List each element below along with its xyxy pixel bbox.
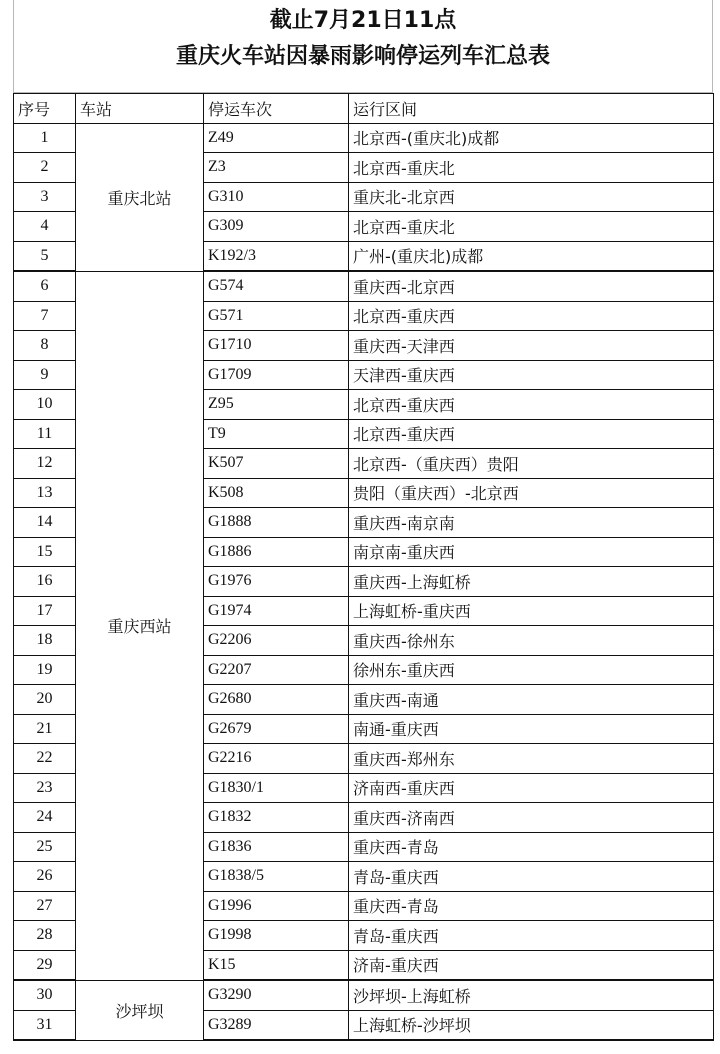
row-number: 30 bbox=[14, 980, 76, 1010]
route-section: 上海虹桥-沙坪坝 bbox=[349, 1010, 714, 1040]
table-header-row bbox=[14, 94, 714, 124]
train-number: G1996 bbox=[204, 891, 349, 921]
station-name: 沙坪坝 bbox=[76, 980, 204, 1040]
route-section: 重庆西-北京西 bbox=[349, 271, 714, 301]
row-number: 1 bbox=[14, 123, 76, 153]
station-name: 重庆北站 bbox=[76, 123, 204, 271]
route-section: 济南西-重庆西 bbox=[349, 773, 714, 803]
route-section: 贵阳（重庆西）-北京西 bbox=[349, 478, 714, 508]
route-section: 重庆西-上海虹桥 bbox=[349, 567, 714, 597]
train-number: G3290 bbox=[204, 980, 349, 1010]
page-title: 重庆火车站因暴雨影响停运列车汇总表 bbox=[175, 44, 550, 69]
train-number: G1836 bbox=[204, 832, 349, 862]
route-section: 徐州东-重庆西 bbox=[349, 655, 714, 685]
station-name: 重庆西站 bbox=[76, 271, 204, 980]
row-number: 19 bbox=[14, 655, 76, 685]
row-number: 9 bbox=[14, 360, 76, 390]
train-number: G1886 bbox=[204, 537, 349, 567]
column-header-route: 运行区间 bbox=[349, 94, 714, 124]
route-section: 南通-重庆西 bbox=[349, 714, 714, 744]
row-number: 2 bbox=[14, 153, 76, 183]
train-number: G1888 bbox=[204, 508, 349, 538]
row-number: 18 bbox=[14, 626, 76, 656]
route-section: 重庆西-郑州东 bbox=[349, 744, 714, 774]
route-section: 南京南-重庆西 bbox=[349, 537, 714, 567]
row-number: 12 bbox=[14, 449, 76, 479]
row-number: 22 bbox=[14, 744, 76, 774]
column-header-train: 停运车次 bbox=[204, 94, 349, 124]
route-section: 重庆北-北京西 bbox=[349, 182, 714, 212]
suspended-trains-table bbox=[13, 93, 714, 1041]
train-number: G2216 bbox=[204, 744, 349, 774]
row-number: 31 bbox=[14, 1010, 76, 1040]
table-row bbox=[14, 123, 714, 153]
row-number: 28 bbox=[14, 921, 76, 951]
train-number: K508 bbox=[204, 478, 349, 508]
route-section: 北京西-重庆北 bbox=[349, 212, 714, 242]
train-number: Z95 bbox=[204, 390, 349, 420]
route-section: 天津西-重庆西 bbox=[349, 360, 714, 390]
row-number: 20 bbox=[14, 685, 76, 715]
row-number: 14 bbox=[14, 508, 76, 538]
train-number: K15 bbox=[204, 950, 349, 980]
train-number: G1838/5 bbox=[204, 862, 349, 892]
route-section: 青岛-重庆西 bbox=[349, 921, 714, 951]
route-section: 重庆西-南京南 bbox=[349, 508, 714, 538]
route-section: 重庆西-徐州东 bbox=[349, 626, 714, 656]
table-row bbox=[14, 271, 714, 301]
route-section: 重庆西-南通 bbox=[349, 685, 714, 715]
route-section: 重庆西-济南西 bbox=[349, 803, 714, 833]
train-number: G571 bbox=[204, 301, 349, 331]
row-number: 27 bbox=[14, 891, 76, 921]
route-section: 济南-重庆西 bbox=[349, 950, 714, 980]
row-number: 23 bbox=[14, 773, 76, 803]
train-number: G1974 bbox=[204, 596, 349, 626]
train-number: G574 bbox=[204, 271, 349, 301]
row-number: 24 bbox=[14, 803, 76, 833]
train-number: G1998 bbox=[204, 921, 349, 951]
title-block bbox=[13, 0, 713, 93]
row-number: 29 bbox=[14, 950, 76, 980]
document-frame bbox=[13, 0, 713, 1040]
row-number: 5 bbox=[14, 241, 76, 271]
row-number: 11 bbox=[14, 419, 76, 449]
train-number: G3289 bbox=[204, 1010, 349, 1040]
train-number: G2206 bbox=[204, 626, 349, 656]
route-section: 重庆西-青岛 bbox=[349, 891, 714, 921]
route-section: 北京西-(重庆北)成都 bbox=[349, 123, 714, 153]
train-number: G1830/1 bbox=[204, 773, 349, 803]
train-number: G1709 bbox=[204, 360, 349, 390]
route-section: 上海虹桥-重庆西 bbox=[349, 596, 714, 626]
row-number: 3 bbox=[14, 182, 76, 212]
train-number: G309 bbox=[204, 212, 349, 242]
route-section: 青岛-重庆西 bbox=[349, 862, 714, 892]
train-number: T9 bbox=[204, 419, 349, 449]
row-number: 15 bbox=[14, 537, 76, 567]
train-number: G310 bbox=[204, 182, 349, 212]
route-section: 北京西-重庆西 bbox=[349, 301, 714, 331]
row-number: 6 bbox=[14, 271, 76, 301]
row-number: 4 bbox=[14, 212, 76, 242]
table-body bbox=[14, 123, 714, 1040]
route-section: 重庆西-天津西 bbox=[349, 331, 714, 361]
table-row bbox=[14, 980, 714, 1010]
train-number: G2680 bbox=[204, 685, 349, 715]
train-number: K192/3 bbox=[204, 241, 349, 271]
route-section: 北京西-重庆西 bbox=[349, 390, 714, 420]
title-date-line: 截止7月21日11点 bbox=[269, 8, 457, 33]
row-number: 8 bbox=[14, 331, 76, 361]
row-number: 26 bbox=[14, 862, 76, 892]
row-number: 17 bbox=[14, 596, 76, 626]
row-number: 25 bbox=[14, 832, 76, 862]
column-header-station: 车站 bbox=[76, 94, 204, 124]
train-number: G2679 bbox=[204, 714, 349, 744]
train-number: Z3 bbox=[204, 153, 349, 183]
train-number: G2207 bbox=[204, 655, 349, 685]
column-header-no: 序号 bbox=[14, 94, 76, 124]
route-section: 北京西-重庆北 bbox=[349, 153, 714, 183]
train-number: Z49 bbox=[204, 123, 349, 153]
route-section: 北京西-（重庆西）贵阳 bbox=[349, 449, 714, 479]
row-number: 13 bbox=[14, 478, 76, 508]
train-number: G1976 bbox=[204, 567, 349, 597]
route-section: 广州-(重庆北)成都 bbox=[349, 241, 714, 271]
train-number: G1710 bbox=[204, 331, 349, 361]
row-number: 16 bbox=[14, 567, 76, 597]
train-number: G1832 bbox=[204, 803, 349, 833]
route-section: 北京西-重庆西 bbox=[349, 419, 714, 449]
row-number: 21 bbox=[14, 714, 76, 744]
route-section: 沙坪坝-上海虹桥 bbox=[349, 980, 714, 1010]
train-number: K507 bbox=[204, 449, 349, 479]
row-number: 7 bbox=[14, 301, 76, 331]
route-section: 重庆西-青岛 bbox=[349, 832, 714, 862]
row-number: 10 bbox=[14, 390, 76, 420]
